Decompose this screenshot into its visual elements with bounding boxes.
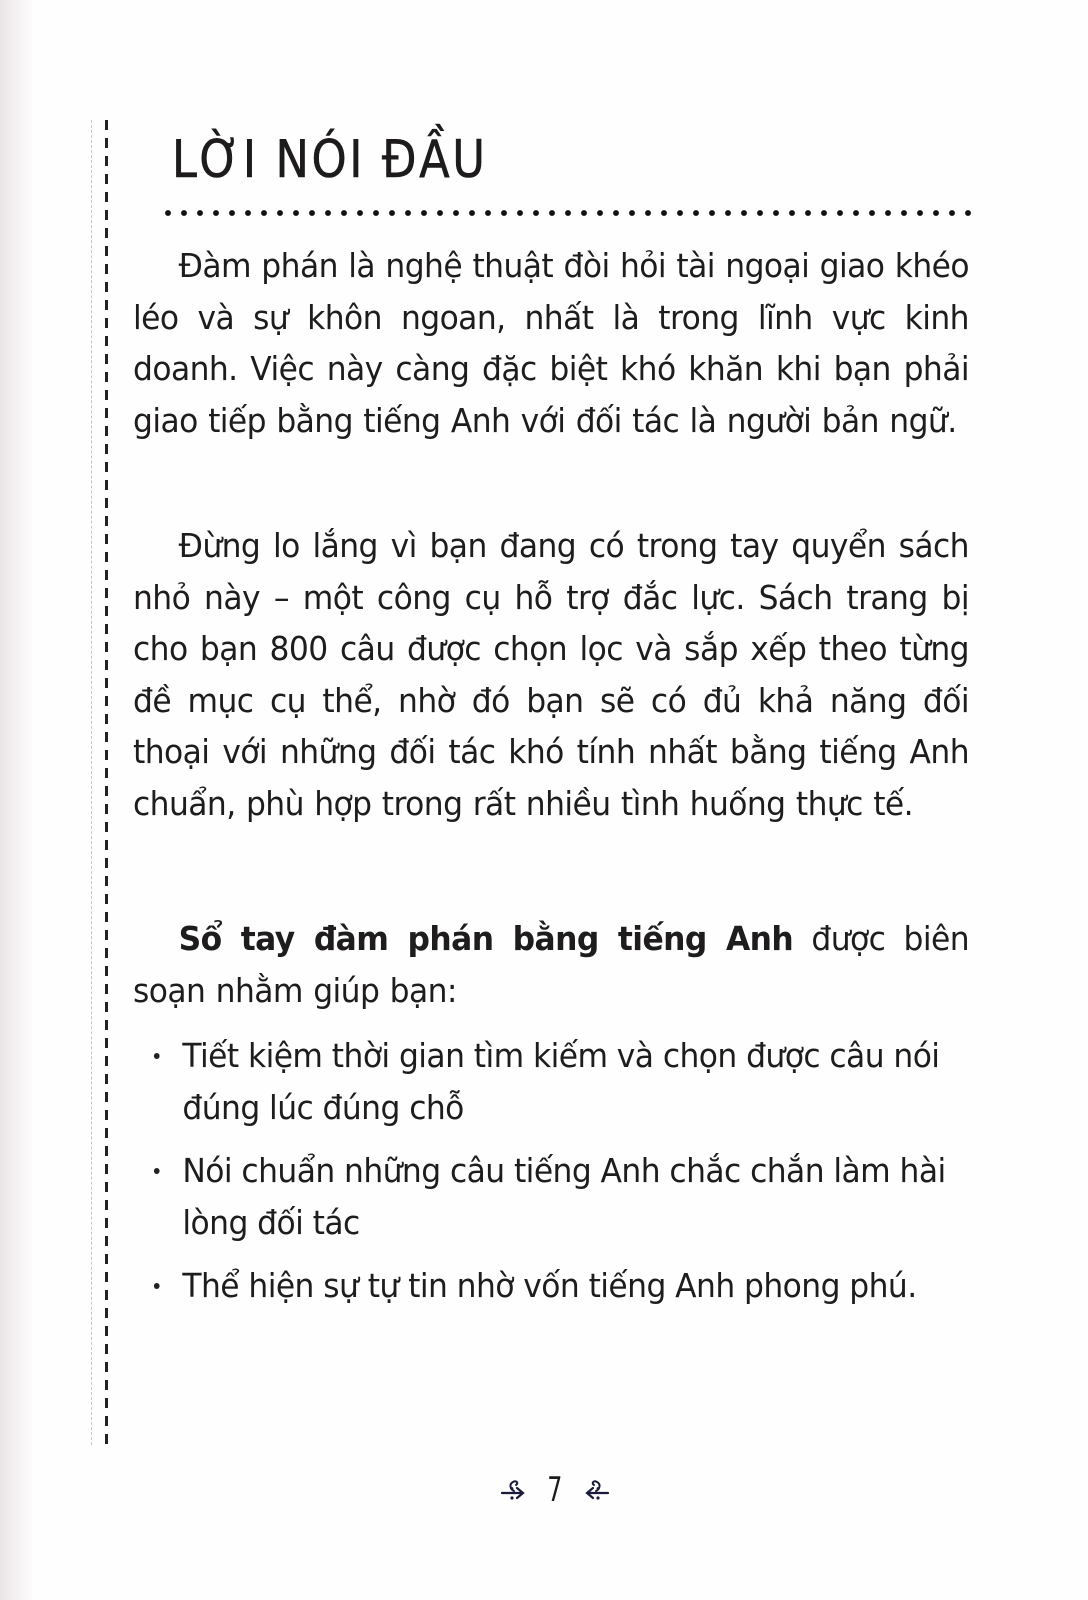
paragraph-3-text xyxy=(133,913,969,1016)
paragraph-1 xyxy=(133,240,969,446)
dotted-divider xyxy=(160,208,972,218)
margin-rule-light xyxy=(91,120,92,1445)
list-item xyxy=(133,1260,969,1312)
page-binding-shadow xyxy=(0,0,34,1600)
page-footer xyxy=(0,1470,1088,1520)
paragraph-3 xyxy=(133,913,969,1016)
bullet-icon xyxy=(154,1053,160,1059)
swirl-ornament-icon xyxy=(584,1475,610,1505)
swirl-ornament-icon xyxy=(500,1475,526,1505)
list-item xyxy=(133,1145,969,1248)
book-title-bold: Sổ tay đàm phán bằng tiếng Anh xyxy=(178,919,794,958)
paragraph-1-text: Đàm phán là nghệ thuật đòi hỏi tài ngoại giao khéo léo và sự khôn ngoan, nhất là trong lĩnh vực kinh doanh. Việc này càng đặc biệt khó khăn khi bạn phải giao tiếp bằng tiếng Anh với đối tác là người bản ngữ. xyxy=(133,246,970,440)
benefits-list xyxy=(133,1030,969,1324)
list-item-text: Nói chuẩn những câu tiếng Anh chắc chắn làm hài lòng đối tác xyxy=(182,1151,946,1242)
list-item-text: Tiết kiệm thời gian tìm kiếm và chọn được câu nói đúng lúc đúng chỗ xyxy=(182,1036,940,1127)
page-title: LỜI NÓI ĐẦU xyxy=(172,130,488,190)
margin-rule-dashed xyxy=(105,120,108,1445)
bullet-icon xyxy=(154,1168,160,1174)
paragraph-2 xyxy=(133,520,969,829)
list-item xyxy=(133,1030,969,1133)
paragraph-3-rest: được biên soạn nhằm giúp bạn: xyxy=(133,919,969,1010)
paragraph-2-text: Đừng lo lắng vì bạn đang có trong tay quyển sách nhỏ này – một công cụ hỗ trợ đắc lực. Sách trang bị cho bạn 800 câu được chọn lọc và sắp xếp theo từng đề mục cụ thể, nhờ đó bạn sẽ có đủ khả năng đối thoại với những đối tác khó tính nhất bằng tiếng Anh chuẩn, phù hợp trong rất nhiều tình huống thực tế. xyxy=(133,526,970,823)
bullet-icon xyxy=(154,1283,160,1289)
page-number: 7 xyxy=(547,1470,563,1510)
list-item-text: Thể hiện sự tự tin nhờ vốn tiếng Anh phong phú. xyxy=(182,1266,917,1305)
